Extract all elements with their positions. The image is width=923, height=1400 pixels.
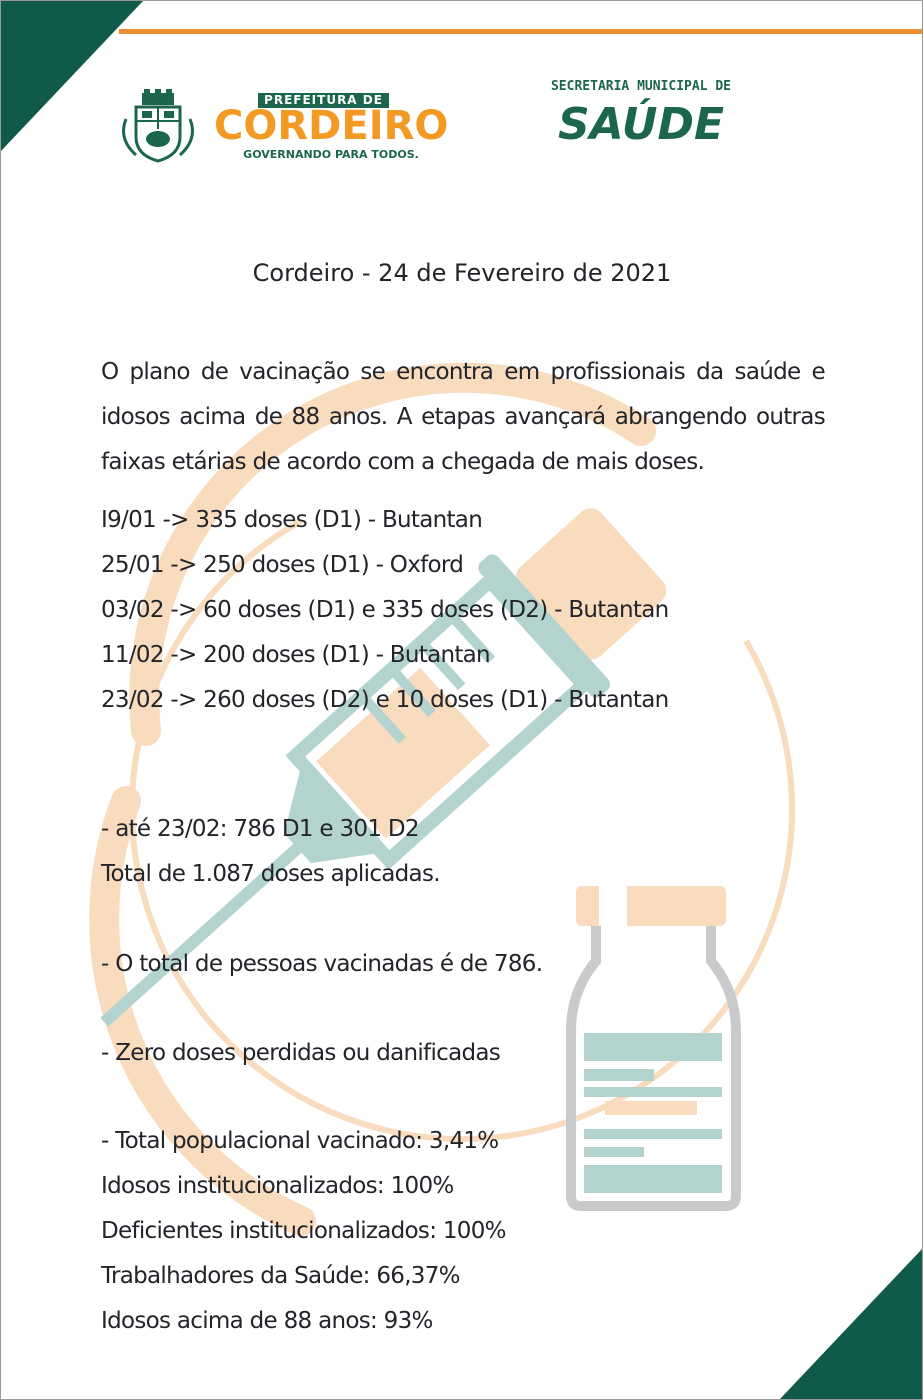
coverage-item: Trabalhadores da Saúde: 66,37%	[101, 1263, 460, 1289]
dose-entry: 25/01 -> 250 doses (D1) - Oxford	[101, 552, 464, 578]
city-tagline: GOVERNANDO PARA TODOS.	[243, 148, 419, 161]
dose-entry: 23/02 -> 260 doses (D2) e 10 doses (D1) - Butantan	[101, 687, 669, 713]
coverage-item: Deficientes institucionalizados: 100%	[101, 1218, 506, 1244]
dose-entry: I9/01 -> 335 doses (D1) - Butantan	[101, 507, 483, 533]
coverage-item: - Total populacional vacinado: 3,41%	[101, 1128, 499, 1154]
totals-by-dose: - até 23/02: 786 D1 e 301 D2	[101, 816, 419, 842]
bulletin-title: Cordeiro - 24 de Fevereiro de 2021	[252, 259, 672, 287]
secretaria-label: SECRETARIA MUNICIPAL DE	[550, 79, 731, 94]
coverage-item: Idosos institucionalizados: 100%	[101, 1173, 454, 1199]
city-logo-text: CORDEIRO	[214, 103, 449, 149]
city-crest-icon	[118, 89, 198, 163]
dose-list	[101, 498, 668, 723]
people-vaccinated: - O total de pessoas vacinadas é de 786.	[101, 951, 543, 977]
dose-entry: 11/02 -> 200 doses (D1) - Butantan	[101, 642, 490, 668]
totals-block	[101, 807, 440, 897]
saude-logo-text: SAÚDE	[557, 99, 725, 150]
prefeitura-label: PREFEITURA DE	[258, 93, 389, 108]
totals-applied: Total de 1.087 doses aplicadas.	[101, 861, 440, 887]
doses-lost: - Zero doses perdidas ou danificadas	[101, 1040, 501, 1066]
coverage-block	[101, 1119, 506, 1344]
coverage-item: Idosos acima de 88 anos: 93%	[101, 1308, 433, 1334]
intro-paragraph: O plano de vacinação se encontra em profissionais da saúde e idosos acima de 88 anos. A etapas avançará abrangendo outras faixas etárias de acordo com a chegada de mais doses.	[101, 359, 825, 475]
dose-entry: 03/02 -> 60 doses (D1) e 335 doses (D2) - Butantan	[101, 597, 669, 623]
